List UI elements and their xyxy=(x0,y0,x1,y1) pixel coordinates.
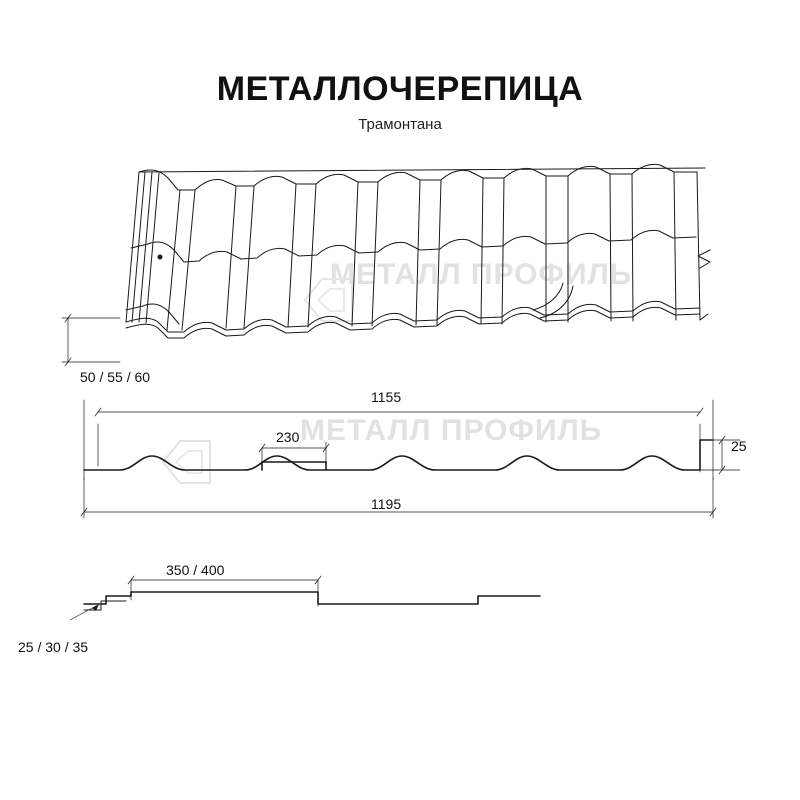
label-useful-width: 1155 xyxy=(371,389,402,405)
label-wave-pitch: 230 xyxy=(276,429,300,445)
watermark-2: МЕТАЛЛ ПРОФИЛЬ xyxy=(300,414,603,447)
label-profile-height: 25 xyxy=(731,438,747,454)
page-subtitle: Трамонтана xyxy=(358,116,442,133)
page-title: МЕТАЛЛОЧЕРЕПИЦА xyxy=(216,70,584,108)
label-total-width: 1195 xyxy=(371,496,402,512)
label-step-height: 50 / 55 / 60 xyxy=(80,369,151,385)
watermark-logo-icon xyxy=(163,279,352,483)
watermark-1: МЕТАЛЛ ПРОФИЛЬ xyxy=(330,258,633,291)
label-tile-height: 25 / 30 / 35 xyxy=(18,639,89,655)
label-step-length: 350 / 400 xyxy=(166,562,225,578)
